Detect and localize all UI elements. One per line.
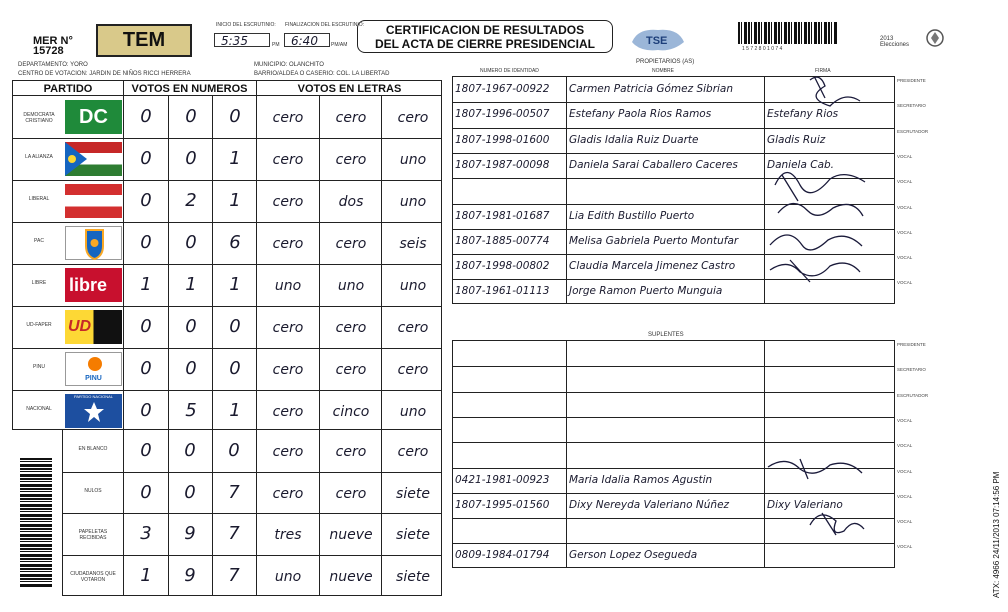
vote-digit: 6 [229,232,241,253]
identity-number: 1807-1998-00802 [455,260,550,273]
member-name: Lia Edith Bustillo Puerto [569,209,695,222]
vote-word: uno [399,152,427,168]
totals-word: cero [397,444,429,460]
col-votos-numeros: VOTOS EN NUMEROS [131,83,248,95]
vote-word: cero [335,320,367,336]
role-label: VOCAL [897,519,913,525]
party-row [13,264,443,306]
votes-table [12,80,442,430]
barcode-number: 1 5 7 2 8 0 1 0 7 4 [742,46,783,52]
party-flag [65,184,122,218]
vote-word: uno [399,404,427,420]
tse-text: TSE [646,35,668,47]
header-firma: FIRMA [815,68,831,74]
role-label: VOCAL [897,544,913,550]
member-signature: Gladis Ruiz [767,133,826,146]
pmam-label: PM/AM [331,42,348,48]
party-name: PAC [34,238,44,244]
libre-logo: libre [69,275,108,295]
totals-word: tres [274,527,302,543]
elecciones-logo: 2013 Elecciones [880,36,910,48]
totals-label: NULOS [84,487,102,494]
identity-number: 1807-1995-01560 [455,498,550,511]
member-name: Carmen Patricia Gómez Sibrian [569,83,734,95]
member-signature: Estefany Rios [767,108,839,121]
totals-digit: 7 [228,564,240,586]
pinu-logo: PINU [85,375,102,382]
vote-digit: 1 [229,148,241,169]
totals-word: siete [396,527,430,543]
identity-number: 1807-1998-01600 [455,133,550,146]
member-signature: Daniela Cab. [767,158,835,171]
party-flag [65,268,122,302]
barrio: BARRIO/ALDEA O CASERIO: COL. LA LIBERTAD [254,71,390,77]
mer-number: 15728 [33,45,64,57]
member-name: Dixy Nereyda Valeriano Núñez [569,498,730,511]
identity-number: 1807-1967-00922 [455,83,550,95]
vote-digit: 0 [185,106,197,127]
totals-word: nueve [329,568,373,585]
member-name: Daniela Sarai Caballero Caceres [569,158,738,171]
party-name: NACIONAL [26,406,52,412]
cert-line2: DEL ACTA DE CIERRE PRESIDENCIAL [374,37,596,51]
party-name: LIBERAL [28,196,50,202]
totals-label: CIUDADANOS QUE VOTARON [70,570,116,583]
departamento: DEPARTAMENTO: YORO [18,62,88,68]
certification-title [357,20,613,53]
totals-digit: 9 [184,564,196,586]
vote-digit: 0 [229,106,241,127]
cert-line1: CERTIFICACION DE RESULTADOS [385,23,585,37]
vote-digit: 0 [140,400,152,421]
signatures-propietarios [760,70,900,310]
totals-word: cero [335,485,367,502]
col-votos-letras: VOTOS EN LETRAS [297,83,402,95]
totals-digit: 9 [184,523,196,544]
identity-number: 1807-1981-01687 [455,209,550,222]
tem-box: TEM [96,24,192,57]
vote-digit: 1 [185,274,197,295]
vote-digit: 0 [229,358,241,379]
role-label: VOCAL [897,229,913,235]
side-stamp: ATX: 4966 24/11/2013 07:14:56 PM [992,471,1001,598]
party-flag [65,352,122,386]
totals-word: cero [335,444,367,460]
vote-word: cero [397,110,429,126]
centro-votacion: CENTRO DE VOTACION: JARDIN DE NIÑOS RICCI HERRERA [18,71,191,77]
role-label: PRESIDENTE [897,78,926,83]
party-row [13,138,443,180]
totals-word: uno [274,568,302,585]
party-flag [65,394,122,428]
vote-digit: 0 [185,316,197,337]
totals-row [63,555,443,596]
member-name: Jorge Ramon Puerto Munguia [569,285,723,298]
header-identidad: NUMERO DE IDENTIDAD [480,68,539,74]
totals-digit: 0 [140,440,152,461]
tse-logo [628,24,688,54]
role-label: VOCAL [897,493,913,499]
signatures-suplentes [760,455,900,575]
totals-row [63,472,443,513]
role-label: VOCAL [897,179,913,185]
vote-word: cero [397,320,429,336]
party-row [13,306,443,348]
totals-digit: 1 [140,564,152,586]
role-label: VOCAL [897,443,913,449]
totals-digit: 0 [228,440,240,461]
col-partido: PARTIDO [43,83,93,95]
identity-number: 0421-1981-00923 [455,473,550,486]
party-name: PINU [33,364,45,370]
time-start: 5:35 [214,33,270,47]
propietarios-title: PROPIETARIOS (AS) [636,59,695,65]
party-flag [65,142,122,176]
ud-logo: UD [68,318,92,335]
finalizacion-label: FINALIZACION DEL ESCRUTINIO: [285,22,364,28]
role-label: VOCAL [897,255,913,261]
vote-digit: 0 [140,106,152,127]
totals-digit: 0 [184,440,196,461]
dc-logo: DC [79,106,108,128]
party-flag [65,226,122,260]
member-name: Maria Idalia Ramos Agustin [569,473,713,486]
vote-word: cero [272,320,304,336]
totals-table [62,430,442,596]
role-label: VOCAL [897,204,913,210]
totals-row [63,513,443,554]
member-name: Gerson Lopez Osegueda [569,549,698,562]
totals-row [63,430,443,471]
member-name: Claudia Marcela Jimenez Castro [569,260,736,273]
party-name: LIBRE [31,280,47,286]
member-name: Melisa Gabriela Puerto Montufar [569,234,739,247]
vote-word: cero [272,110,304,126]
vote-word: cero [272,152,304,168]
party-name: LA ALIANZA [25,154,53,160]
vote-word: cero [335,152,367,168]
party-row [13,390,443,432]
party-row [13,348,443,390]
side-barcode [20,458,52,588]
identity-number: 0809-1984-01794 [455,549,550,562]
header-nombre: NOMBRE [652,68,674,74]
vote-digit: 0 [140,358,152,379]
vote-word: cero [272,236,304,252]
vote-word: uno [399,278,427,294]
vote-word: cero [335,236,367,252]
totals-word: siete [396,568,430,585]
header-barcode [738,22,838,44]
elecciones-icon [925,28,945,48]
inicio-label: INICIO DEL ESCRUTINIO: [216,22,276,28]
vote-digit: 0 [140,148,152,169]
totals-digit: 7 [228,481,240,503]
vote-digit: 0 [185,358,197,379]
totals-word: cero [272,444,304,460]
pm-label: PM [272,42,280,48]
nacional-logo: PARTIDO NACIONAL [74,394,113,399]
vote-word: dos [338,194,364,210]
mer-label: MER N° [33,35,73,47]
member-name: Estefany Paola Rios Ramos [569,108,712,121]
party-row [13,96,443,138]
identity-number: 1807-1996-00507 [455,108,550,121]
vote-digit: 0 [140,316,152,337]
totals-digit: 3 [140,523,152,544]
party-row [13,222,443,264]
time-end: 6:40 [284,33,330,47]
party-name: UD-FAPER [26,322,52,328]
vote-word: cero [272,404,304,420]
role-label: ESCRUTADOR [897,392,929,398]
vote-word: cero [335,362,367,378]
vote-word: uno [337,278,365,294]
role-label: VOCAL [897,280,913,286]
vote-word: cinco [332,404,370,420]
vote-word: uno [399,194,427,210]
identity-number: 1807-1987-00098 [455,158,550,171]
tse-logo-icon [628,24,688,54]
role-label: PRESIDENTE [897,342,926,347]
party-row [13,180,443,222]
role-label: SECRETARIO [897,103,926,109]
totals-digit: 0 [140,481,152,503]
vote-word: cero [397,362,429,378]
vote-digit: 0 [140,232,152,253]
totals-label: PAPELETAS RECIBIDAS [78,529,108,541]
identity-number: 1807-1961-01113 [455,285,550,298]
suplentes-title: SUPLENTES [648,332,684,338]
vote-digit: 1 [140,274,152,295]
vote-digit: 0 [185,232,197,253]
vote-digit: 5 [185,400,197,421]
totals-word: cero [272,485,304,502]
vote-word: cero [272,194,304,210]
totals-digit: 0 [184,481,196,503]
party-name: DEMOCRATA CRISTIANO [23,112,55,124]
totals-label: EN BLANCO [78,446,108,452]
totals-digit: 7 [228,523,240,544]
vote-digit: 2 [185,190,197,211]
member-signature: Dixy Valeriano [767,498,843,511]
vote-digit: 0 [229,316,241,337]
totals-word: nueve [329,527,373,543]
member-name: Gladis Idalia Ruiz Duarte [569,133,699,146]
party-flag [65,100,122,134]
vote-digit: 1 [229,190,241,211]
role-label: VOCAL [897,153,913,159]
vote-digit: 1 [229,274,241,295]
vote-word: uno [274,278,302,294]
vote-word: seis [399,236,427,252]
role-label: SECRETARIO [897,367,926,373]
vote-digit: 0 [140,190,152,211]
vote-word: cero [272,362,304,378]
role-label: VOCAL [897,468,913,474]
municipio: MUNICIPIO: OLANCHITO [254,62,324,68]
role-label: VOCAL [897,417,913,423]
identity-number: 1807-1885-00774 [455,234,550,247]
party-flag [65,310,122,344]
vote-word: cero [335,110,367,126]
role-label: ESCRUTADOR [897,128,929,134]
totals-word: siete [396,485,430,502]
vote-digit: 1 [229,400,241,421]
vote-digit: 0 [185,148,197,169]
